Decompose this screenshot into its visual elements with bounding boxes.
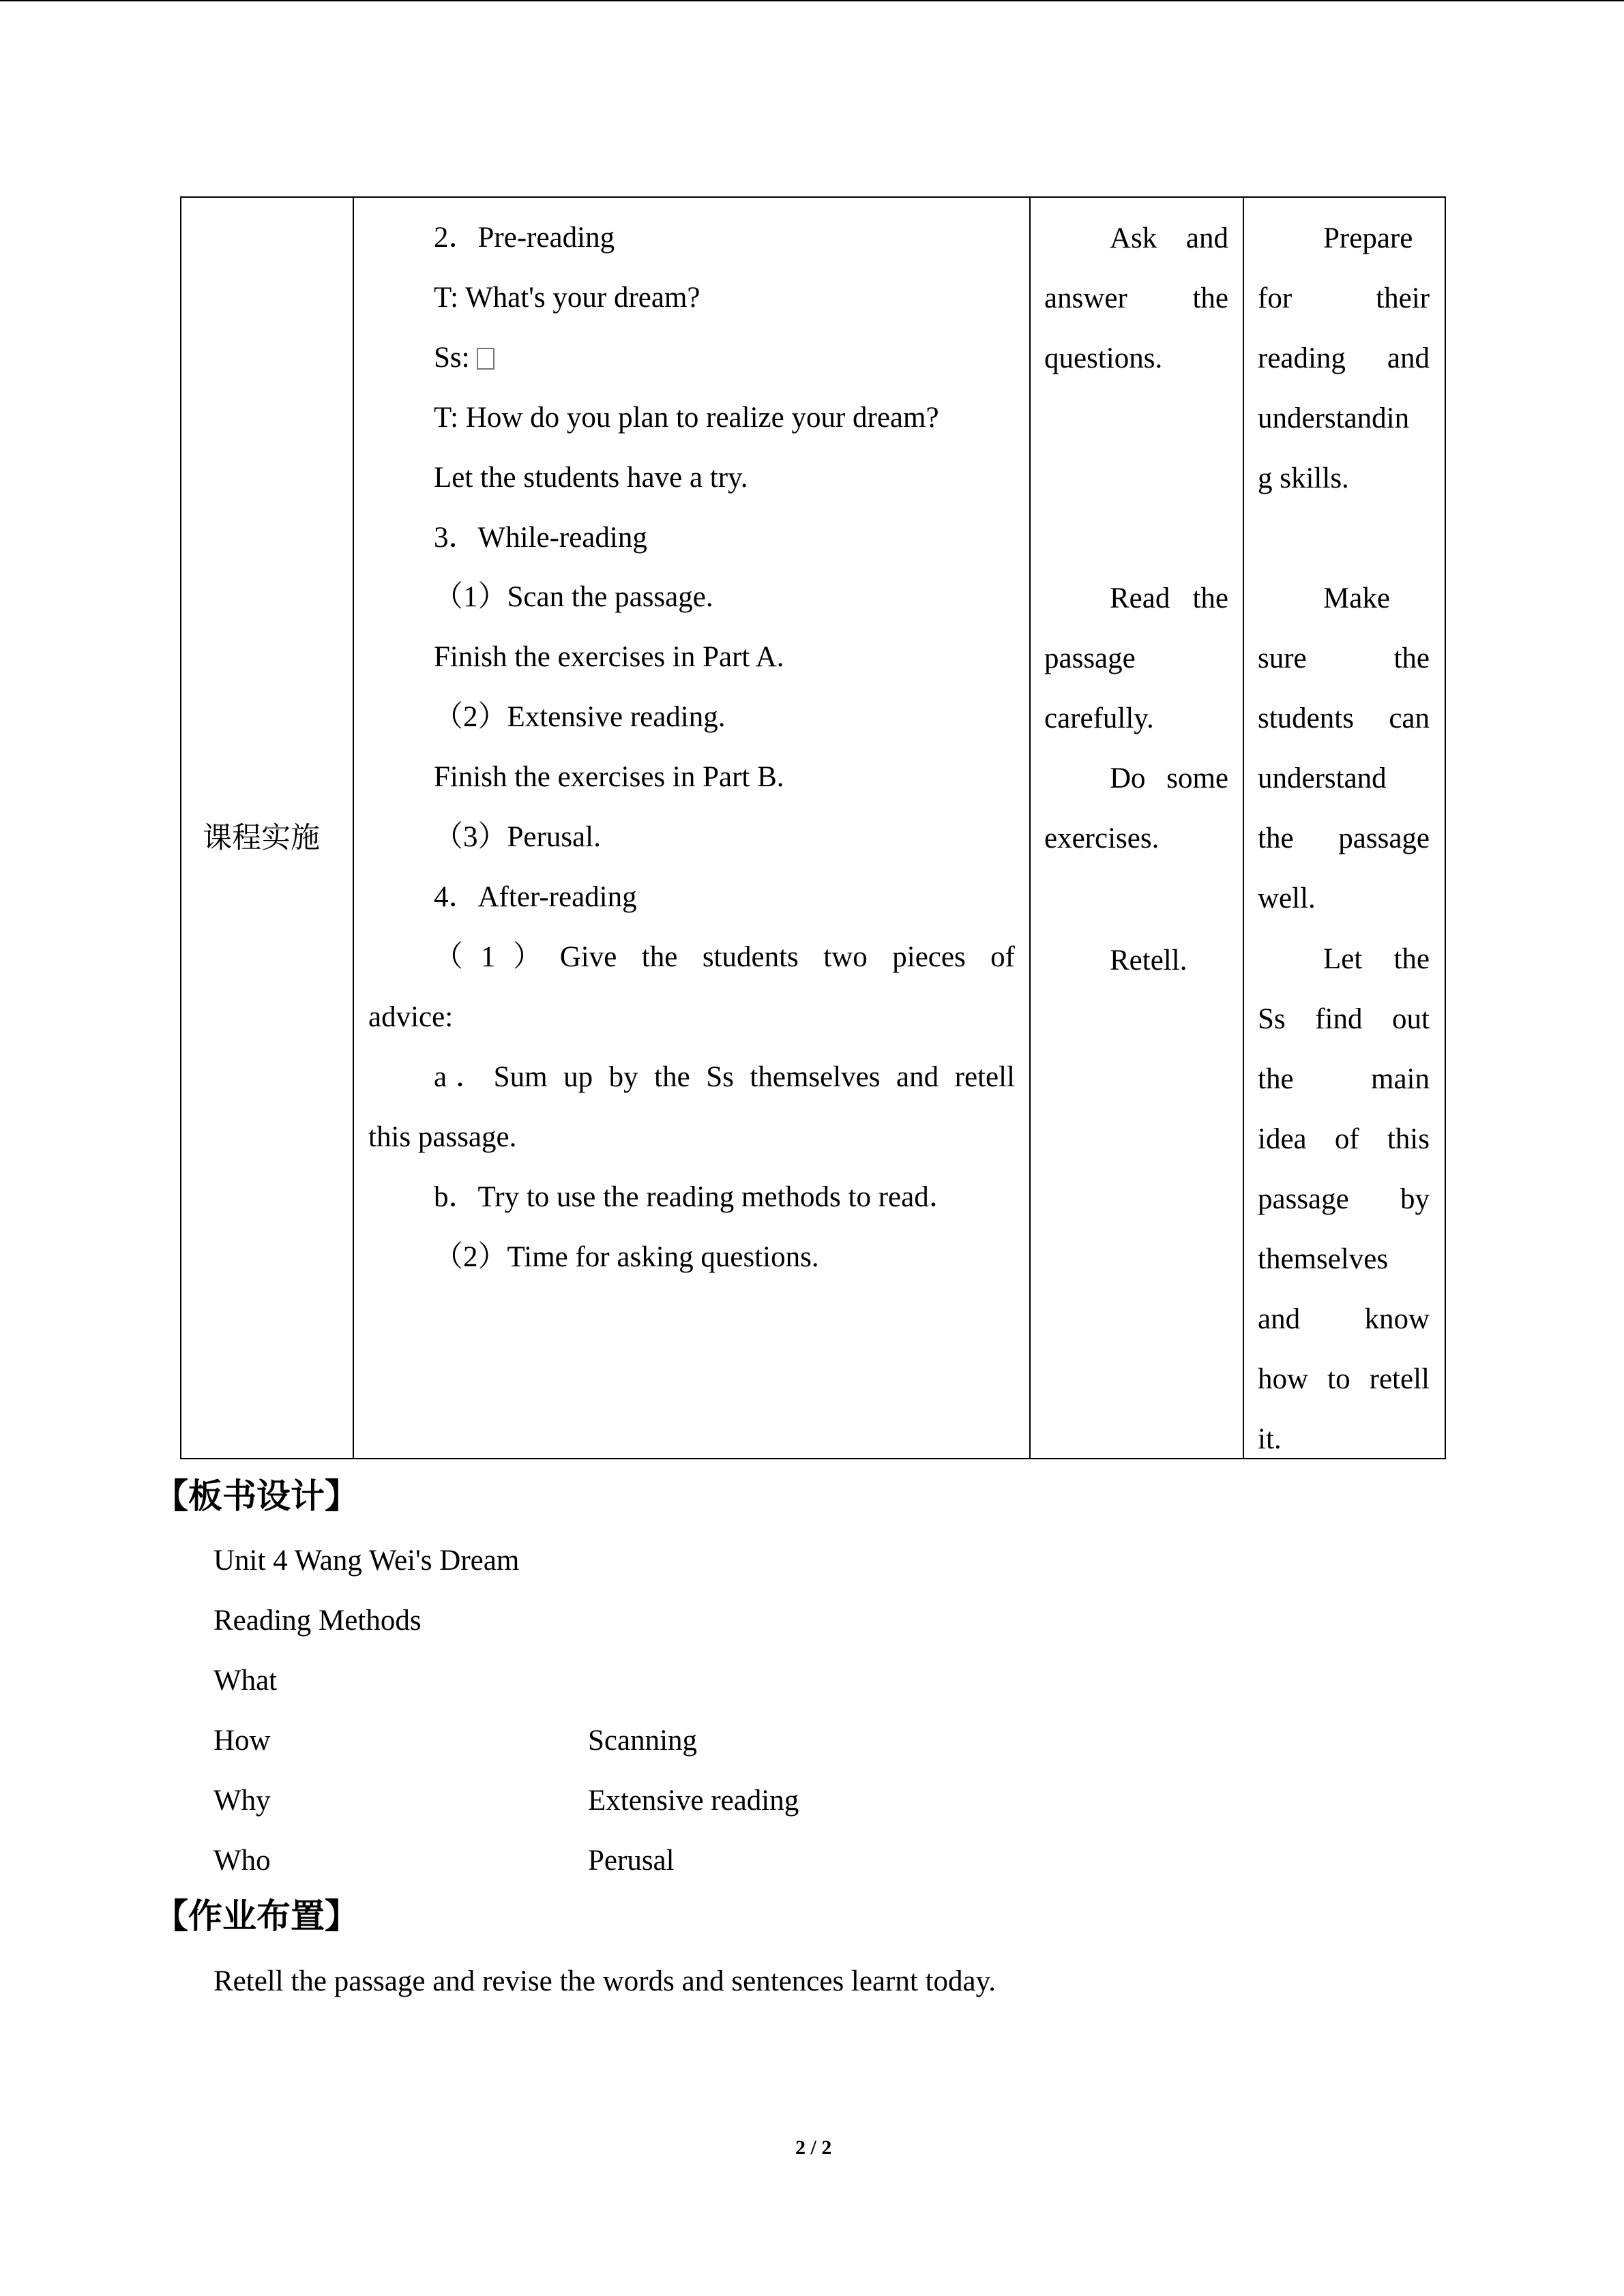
teacher-question-dream-text: T: What's your dream? xyxy=(434,282,700,314)
purpose-line: Make xyxy=(1323,584,1390,614)
teacher-question-dream xyxy=(368,283,1015,343)
purpose-line: g skills. xyxy=(1258,464,1349,494)
activity-line: passage xyxy=(1044,644,1136,674)
student-answer-text: Ss: xyxy=(434,342,470,374)
purpose-line: sure the xyxy=(1258,644,1430,674)
activity-line: answer the xyxy=(1044,284,1228,314)
scan-step: （1）Scan the passage. xyxy=(434,581,713,613)
activity-line: Ask and xyxy=(1110,224,1228,254)
homework-text: Retell the passage and revise the words and sentences learnt today. xyxy=(213,1965,996,1997)
purpose-block-3 xyxy=(1258,944,1430,1485)
purpose-line: how to retell xyxy=(1258,1365,1430,1395)
prereading-title: 2．Pre-reading xyxy=(434,222,615,254)
board-left-item: What xyxy=(213,1665,278,1697)
table-right-border xyxy=(1445,196,1446,1459)
stage-label: 课程实施 xyxy=(203,821,320,855)
purpose-block-1 xyxy=(1258,224,1430,524)
board-right-item: Scanning xyxy=(588,1725,698,1757)
purpose-line: Let the xyxy=(1323,944,1430,975)
table-top-border xyxy=(180,196,1446,198)
advice-line-2: advice: xyxy=(368,1001,454,1033)
board-left-item: Why xyxy=(213,1785,271,1817)
part-a-exercise: Finish the exercises in Part A. xyxy=(434,641,784,673)
board-design-heading: 【板书设计】 xyxy=(154,1476,359,1516)
homework-heading: 【作业布置】 xyxy=(154,1896,359,1936)
top-border xyxy=(0,0,1624,1)
perusal-step: （3）Perusal. xyxy=(434,821,601,853)
part-b-exercise: Finish the exercises in Part B. xyxy=(434,761,784,793)
page-number: 2 / 2 xyxy=(795,2136,832,2159)
whilereading-title: 3．While-reading xyxy=(434,522,647,554)
purpose-line: understandin xyxy=(1258,404,1410,434)
purpose-line: idea of this xyxy=(1258,1124,1430,1155)
activity-line: questions. xyxy=(1044,344,1163,374)
activity-line: carefully. xyxy=(1044,704,1154,734)
procedure-cell xyxy=(368,223,1015,1302)
board-right-item: Perusal xyxy=(588,1845,675,1877)
purpose-line: well. xyxy=(1258,884,1316,914)
board-left-item: Who xyxy=(213,1845,271,1877)
teacher-question-plan: T: How do you plan to realize your dream? xyxy=(434,402,939,434)
board-right-list xyxy=(588,1726,799,1906)
board-title: Unit 4 Wang Wei's Dream xyxy=(213,1545,520,1577)
student-answer xyxy=(368,343,1015,403)
sum-up-line-2: this passage. xyxy=(368,1121,517,1153)
activity-line: Do some xyxy=(1110,764,1228,794)
sum-up-line-1: a．Sum up by the Ss themselves and retell xyxy=(434,1061,1015,1093)
purpose-line: the passage xyxy=(1258,824,1430,854)
student-activity-block-1 xyxy=(1044,224,1228,404)
retell-activity: Retell. xyxy=(1110,944,1187,976)
afterreading-title: 4．After-reading xyxy=(434,881,637,913)
purpose-line: passage by xyxy=(1258,1184,1430,1215)
blank-box-icon xyxy=(477,348,494,370)
board-left-item: How xyxy=(213,1725,271,1757)
table-left-border xyxy=(180,196,181,1459)
purpose-line: the main xyxy=(1258,1064,1430,1095)
table-bottom-border xyxy=(180,1458,1446,1459)
purpose-line: students can xyxy=(1258,704,1430,734)
purpose-line: themselves xyxy=(1258,1244,1389,1275)
advice-line-1: （1）Give the students two pieces of xyxy=(434,941,1015,973)
student-activity-block-2 xyxy=(1044,584,1228,884)
purpose-line: reading and xyxy=(1258,344,1430,374)
activity-line: Read the xyxy=(1110,584,1228,614)
purpose-line: and know xyxy=(1258,1304,1430,1335)
purpose-line: understand xyxy=(1258,764,1387,794)
activity-line: exercises. xyxy=(1044,824,1160,854)
board-right-item: Extensive reading xyxy=(588,1785,799,1817)
purpose-line: Prepare xyxy=(1323,224,1413,254)
table-col-divider-3 xyxy=(1243,196,1244,1459)
students-try: Let the students have a try. xyxy=(434,462,748,494)
table-col-divider-2 xyxy=(1029,196,1031,1459)
extensive-reading-step: （2）Extensive reading. xyxy=(434,701,726,733)
asking-questions-step: （2）Time for asking questions. xyxy=(434,1241,819,1273)
purpose-line: Ss find out xyxy=(1258,1004,1430,1035)
table-col-divider-1 xyxy=(353,196,354,1459)
purpose-line: it. xyxy=(1258,1425,1282,1455)
reading-methods-step: b．Try to use the reading methods to read． xyxy=(434,1181,958,1213)
purpose-line: for their xyxy=(1258,284,1430,314)
purpose-block-2 xyxy=(1258,584,1430,944)
board-subtitle: Reading Methods xyxy=(213,1605,422,1637)
board-left-list xyxy=(213,1666,277,1906)
